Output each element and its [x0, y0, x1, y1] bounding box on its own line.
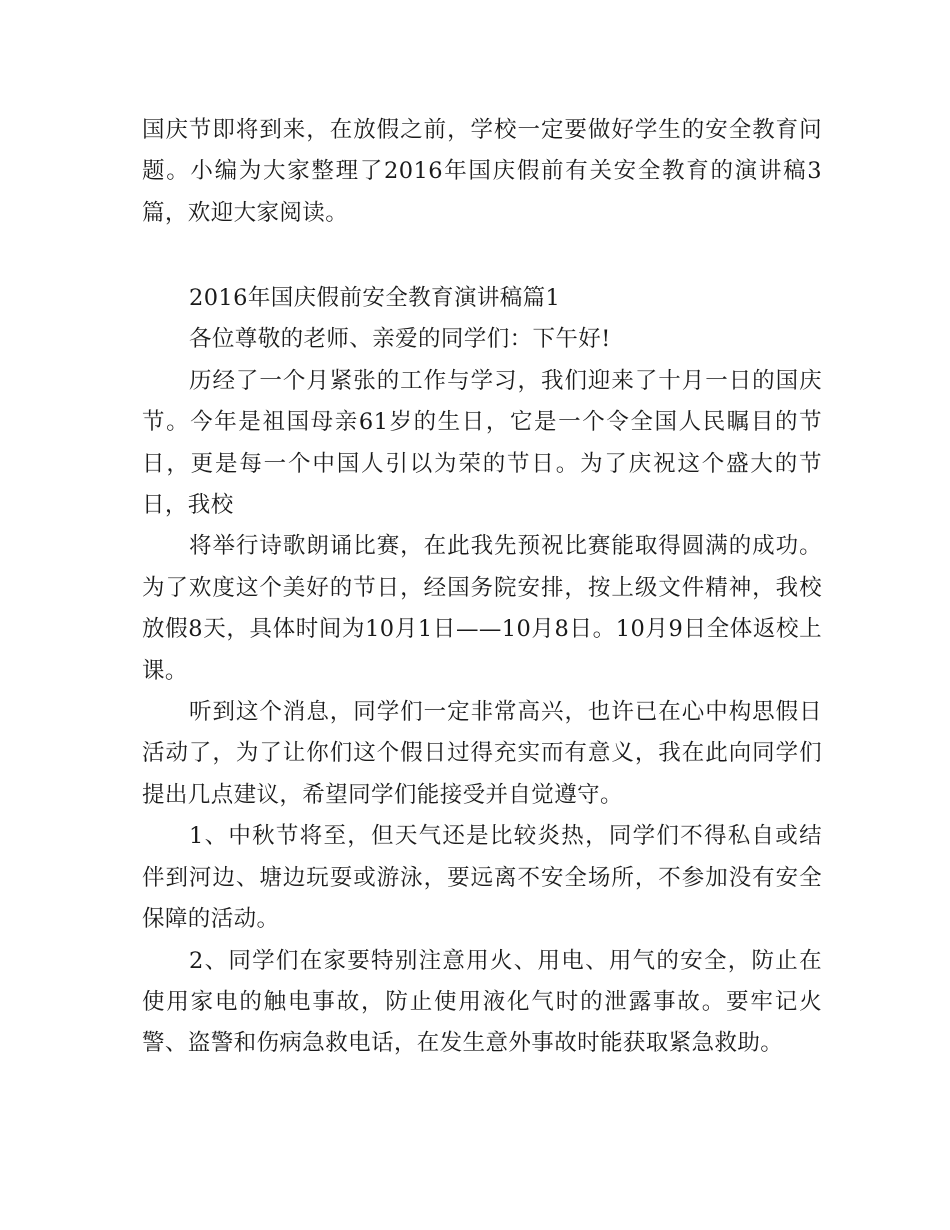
- body-paragraph: 听到这个消息，同学们一定非常高兴，也许已在心中构思假日活动了，为了让你们这个假日过得充实而有意义，我在此向同学们提出几点建议，希望同学们能接受并自觉遵守。: [142, 699, 822, 808]
- suggestion-item: 1、中秋节将至，但天气还是比较炎热，同学们不得私自或结伴到河边、塘边玩耍或游泳，要远离不安全场所，不参加没有安全保障的活动。: [142, 823, 822, 933]
- intro-paragraph: 国庆节即将到来，在放假之前，学校一定要做好学生的安全教育问题。小编为大家整理了2016年国庆假前有关安全教育的演讲稿3篇，欢迎大家阅读。: [142, 117, 822, 226]
- intro-block: [142, 110, 822, 234]
- body-paragraph: 将举行诗歌朗诵比赛，在此我先预祝比赛能取得圆满的成功。为了欢度这个美好的节日，经国务院安排，按上级文件精神，我校放假8天，具体时间为10月1日——10月8日。10月9日全体返校上课。: [142, 533, 822, 684]
- suggestion-item: 2、同学们在家要特别注意用火、用电、用气的安全，防止在使用家电的触电事故，防止使用液化气时的泄露事故。要牢记火警、盗警和伤病急救电话，在发生意外事故时能获取紧急救助。: [142, 947, 822, 1057]
- body-paragraph: 历经了一个月紧张的工作与学习，我们迎来了十月一日的国庆节。今年是祖国母亲61岁的生日，它是一个令全国人民瞩目的节日，更是每一个中国人引以为荣的节日。为了庆祝这个盛大的节日，我校: [142, 367, 822, 519]
- article-heading: 2016年国庆假前安全教育演讲稿篇1: [189, 285, 561, 311]
- salutation: 各位尊敬的老师、亲爱的同学们：下午好!: [189, 326, 611, 353]
- article-body: [142, 278, 822, 1065]
